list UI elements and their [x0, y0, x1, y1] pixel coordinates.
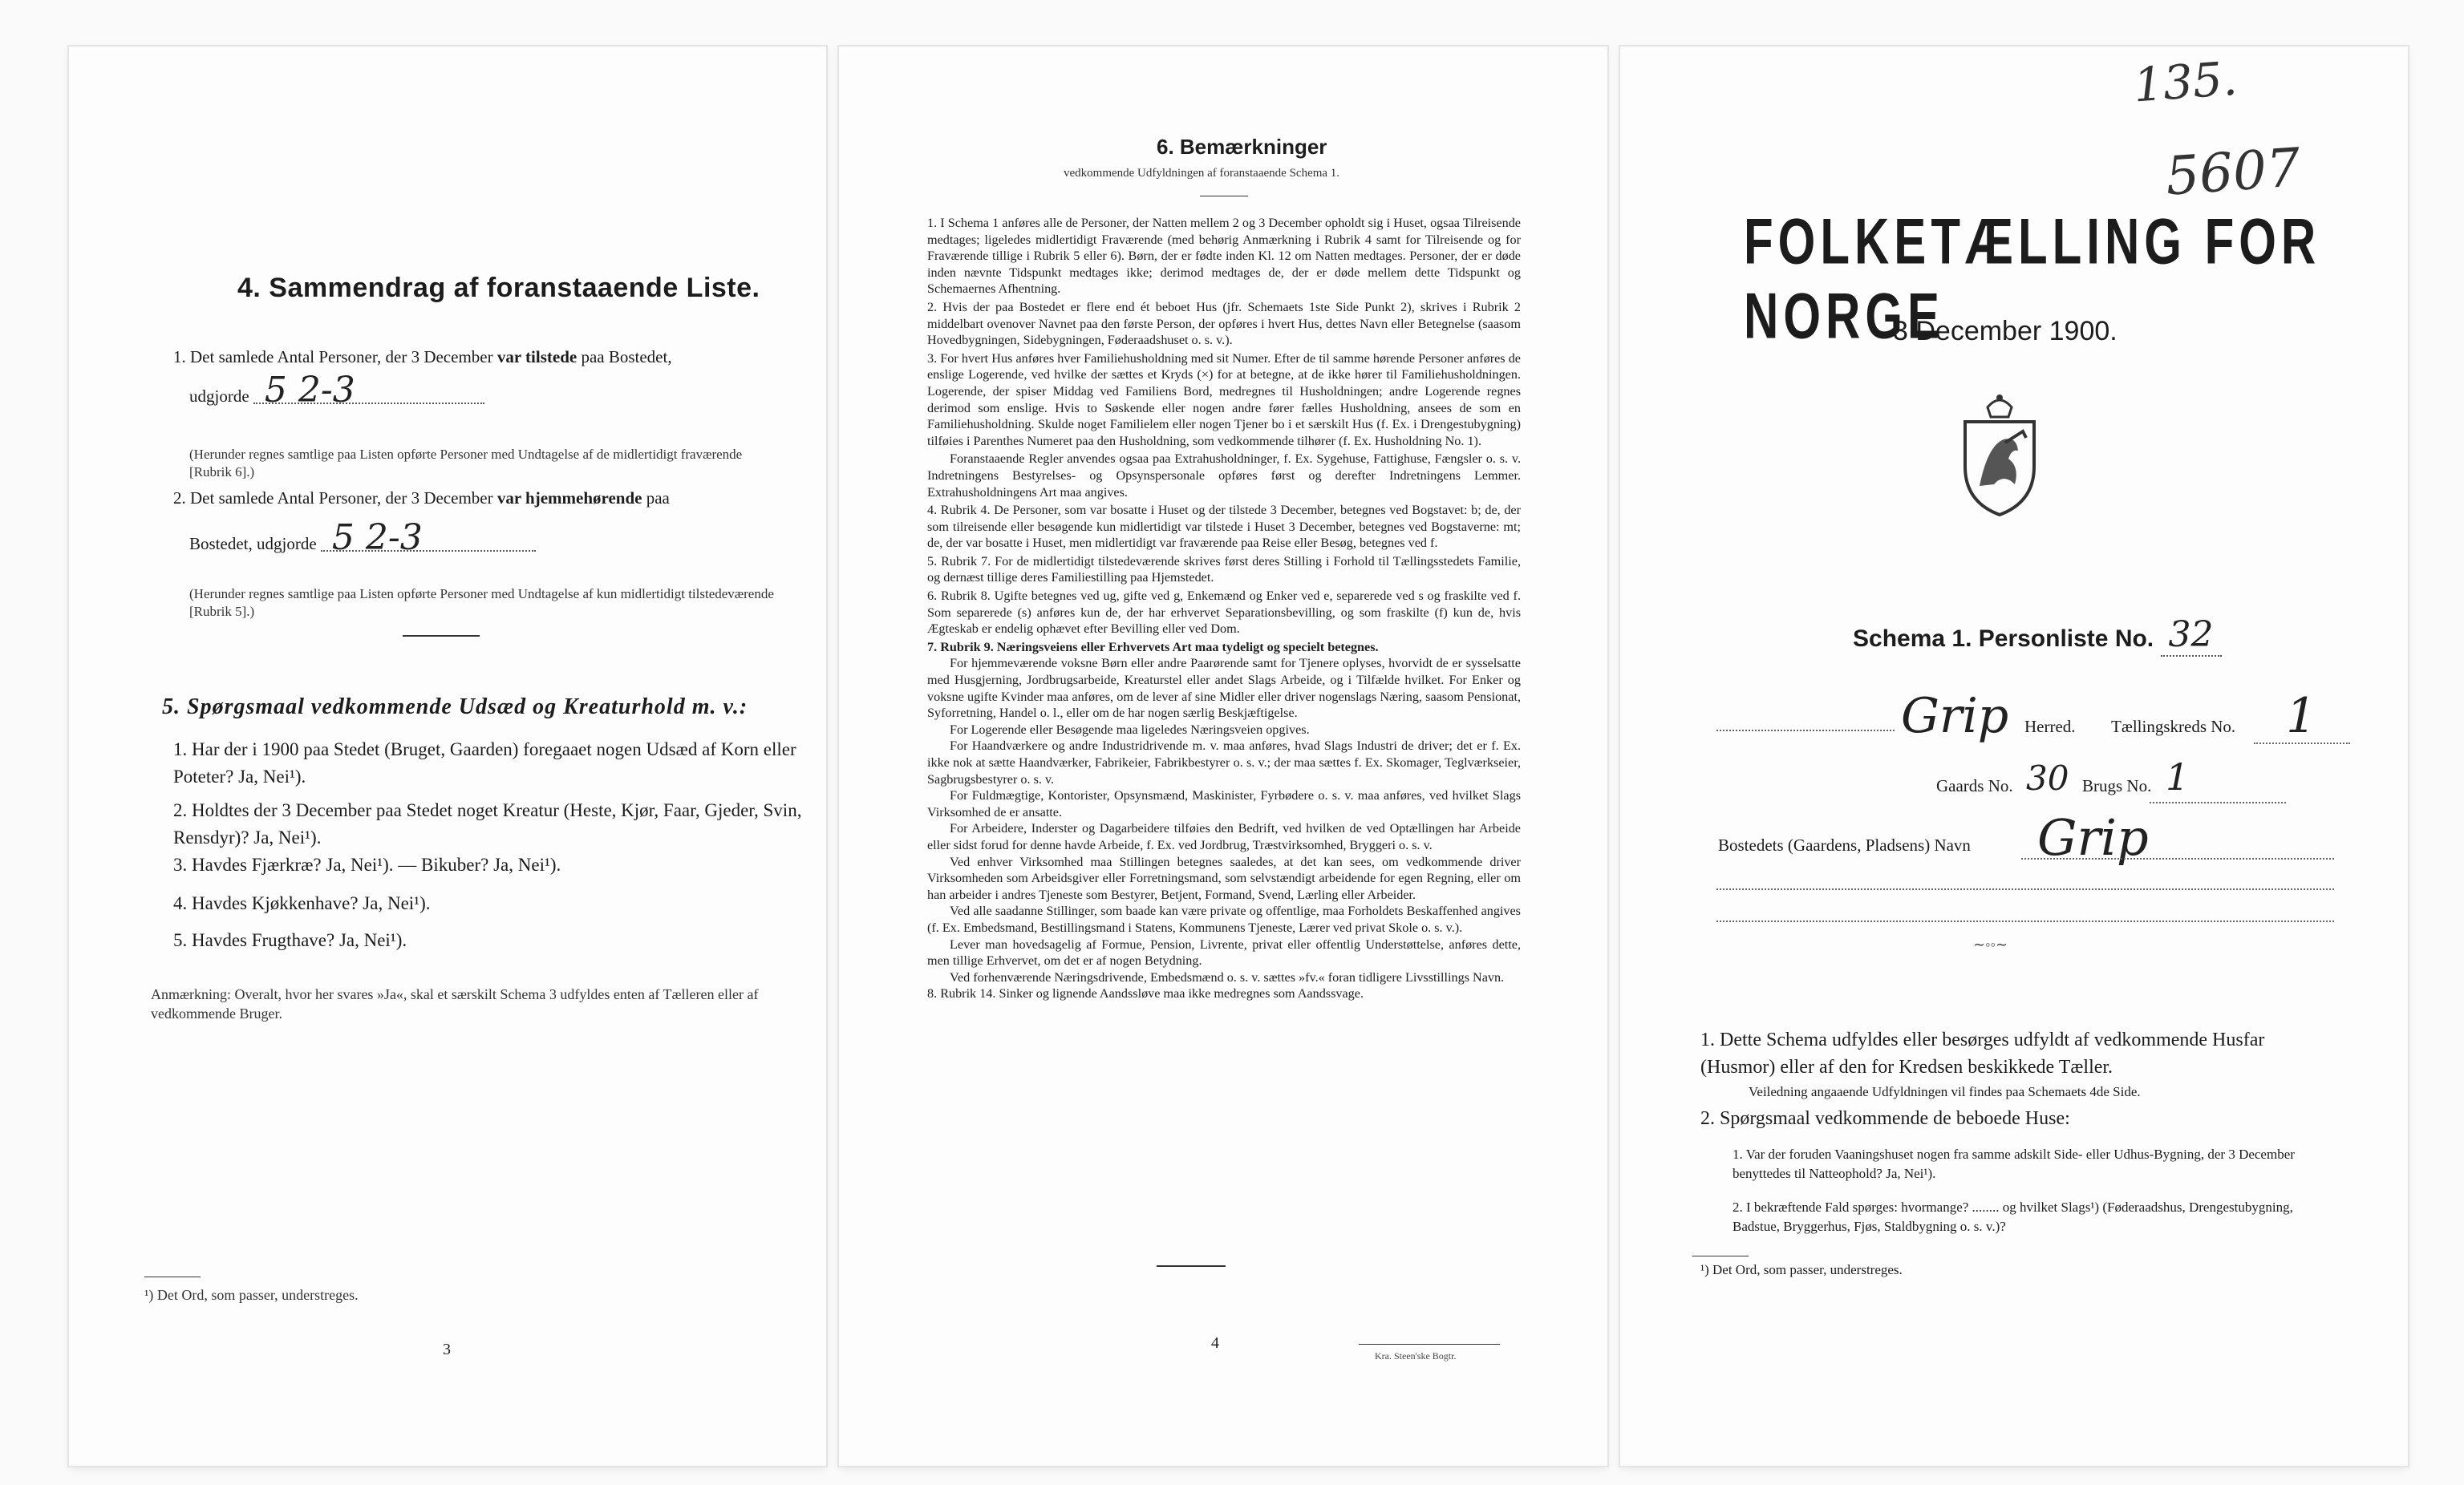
- remarks-subtitle: vedkommende Udfyldningen af foranstaaende Schema 1.: [1064, 167, 1340, 180]
- item2-line: [189, 517, 536, 558]
- census-date: 3 December 1900.: [1893, 316, 2118, 346]
- bosted-label: Bostedets (Gaardens, Pladsens) Navn: [1718, 836, 1971, 855]
- remark-paragraph-1: 1. I Schema 1 anføres alle de Personer, der Natten mellem 2 og 3 December opholdt sig i Huset, ogsaa Tilreisende medtages; ligeledes midlertidigt Fraværende (med behørig Anmærkning i Rubrik 4 samt for Tilreisende og for Fraværende tillige i Rubrik 5 eller 6). Børn, der er fødte inden Kl. 12 om Natten medtages. Personer, der er døde inden nævnte Tidspunkt medtages ikke; derimod medtages de, der er døde mellem dette Tidspunkt og Schemaernes Afhentning.: [927, 216, 1521, 297]
- item1-note: (Herunder regnes samtlige paa Listen opførte Personer med Undtagelse af de midlertidigt fraværende [Rubrik 6].): [189, 447, 743, 479]
- remark-paragraph-7a: For hjemmeværende voksne Børn eller andre Paarørende samt for Tjenere oplyses, hvorvidt de er sysselsatte med Husgjerning, Jordbrugsarbeide, Kreaturstel eller andet Slags Arbeide, og i Tilfælde hvilket. For Enker og voksne ugifte Kvinder maa anføres, om de lever af sine Midler eller driver nogenslags Næring, saasom Pensionat, Syforretning, Handel o. l., eller om de har nogen særlig Beskjæftigelse.: [927, 656, 1521, 721]
- remark-paragraph-7h: Lever man hovedsagelig af Formue, Pension, Livrente, privat eller offentlig Understøttelse, anføres dette, men tillige Erhvervet, om det er af nogen Betydning.: [927, 937, 1521, 969]
- remarks-title: 6. Bemærkninger: [1157, 135, 1327, 159]
- question-5: 5. Havdes Frugthave? Ja, Nei¹).: [173, 930, 407, 950]
- printer-rule: [1359, 1344, 1500, 1345]
- remark-paragraph-7: 7. Rubrik 9. Næringsveiens eller Erhvervets Art maa tydeligt og specielt betegnes.: [927, 639, 1379, 654]
- section-4-title: 4. Sammendrag af foranstaaende Liste.: [237, 273, 760, 303]
- schema-label-text: Schema 1. Personliste No.: [1853, 625, 2154, 652]
- brugs-value: 1: [2166, 755, 2190, 799]
- blank-line-1: [1716, 888, 2334, 890]
- instruction-1: 1. Dette Schema udfyldes eller besørges udfyldt af vedkommende Husfar (Husmor) eller af den for Kredsen beskikkede Tæller.: [1700, 1030, 2265, 1078]
- remark-paragraph-2: 2. Hvis der paa Bostedet er flere end ét beboet Hus (jfr. Schemaets 1ste Side Punkt 2), skrives i Rubrik 2 middelbart ovenover Navnet paa den første Person, der opføres i hvert Hus, dettes Navn eller Betegnelse (saasom Hovedbygningen, Sidebygningen, Føderaadshuset o. s. v.).: [927, 299, 1521, 348]
- remark-paragraph-6: 6. Rubrik 8. Ugifte betegnes ved ug, gifte ved g, Enkemænd og Enker ved e, separerede ved s og fraskilte ved f. Som separerede (s) anføres kun de, der har erhvervet Separationsbevilling, og som fraskilte (f) kun de, hvis Ægteskab er endelig ophævet efter Bevilling eller ved Dom.: [927, 589, 1521, 637]
- divider: [403, 635, 480, 637]
- item1-text-c: paa Bostedet,: [581, 347, 672, 366]
- bosted-line: [2021, 858, 2334, 860]
- printer-imprint: Kra. Steen'ske Bogtr.: [1375, 1350, 1457, 1362]
- summary-item-1: [173, 345, 783, 369]
- footnote: ¹) Det Ord, som passer, understreges.: [144, 1287, 359, 1303]
- kreds-label: Tællingskreds No.: [2111, 717, 2236, 736]
- brugs-line: [2150, 802, 2286, 803]
- remarks-body: [927, 215, 1521, 1002]
- item2-text-b: var hjemmehørende: [496, 488, 642, 508]
- cover-page: [1620, 47, 2408, 1466]
- herred-label: Herred.: [2024, 717, 2076, 736]
- remark-paragraph-7d: For Fuldmægtige, Kontorister, Opsynsmænd, Maskinister, Fyrbødere o. s. v. maa anføres, ved hvilket Slags Virksomhed de er ansatte.: [927, 788, 1521, 819]
- question-1: 1. Har der i 1900 paa Stedet (Bruget, Gaarden) foregaaet nogen Udsæd af Korn eller Poteter? Ja, Nei¹).: [173, 739, 796, 787]
- instruction-2: 2. Spørgsmaal vedkommende de beboede Huse:: [1700, 1108, 2070, 1129]
- remark-paragraph-5: 5. Rubrik 7. For de midlertidigt tilstedeværende skrives først deres Stilling i Forhold til Tællingsstedets Familie, og dernæst tillige deres Familiestilling paa Hjemstedet.: [927, 553, 1521, 585]
- house-question-2: 2. I bekræftende Fald spørges: hvormange? ........ og hvilket Slags¹) (Føderaadshus, Drengestubygning, Badstue, Bryggerhus, Fjøs, Staldbygning o. s. v.)?: [1732, 1200, 2293, 1234]
- question-4: 4. Havdes Kjøkkenhave? Ja, Nei¹).: [173, 893, 431, 913]
- item1-text-b: var tilstede: [496, 347, 578, 366]
- remark-paragraph-7e: For Arbeidere, Inderster og Dagarbeidere tilføies den Bedrift, ved hvilken de ved Optællingen har Arbeide eller sidst forud for denne havde Arbeide, f. Ex. ved Jordbrug, Træstvirksomhed, Bryggeri o. s. v.: [927, 821, 1521, 852]
- ornament-icon: ∼◦◦∼: [1973, 937, 2008, 953]
- coat-of-arms-icon: [1955, 390, 2044, 518]
- remark-paragraph-7b: For Logerende eller Besøgende maa ligeledes Næringsveien opgives.: [950, 722, 1310, 737]
- blank-line-2: [1716, 921, 2334, 922]
- remark-paragraph-3: 3. For hvert Hus anføres hver Familiehusholdning med sit Numer. Efter de til samme hørende Personer anføres de enslige Logerende, ved hvilke der sættes et Kryds (×) for at betegne, at de ikke hører til Familiehusholdningen. Logerende, der spiser Middag ved Familiens Bord, medregnes til Husholdningen; andre Logerende regnes derimod som enslige. Hvis to Søskende eller nogen andre fører fælles Husholdning, ansees de som en Familiehusholdning. Skulde noget Familielem eller nogen Tjener bo i et særskilt Hus (f. Ex. i Drengestubygning) tilføies i Parenthes Numeret paa den Husholdning, som vedkommende tilhører (f. Ex. Husholdning No. 1).: [927, 350, 1521, 448]
- remark-paragraph-4: 4. Rubrik 4. De Personer, som var bosatte i Huset og der tilstede 3 December, betegnes ved Bogstavet: b; de, der som tilreisende eller besøgende kun midlertidigt var tilstede i Huset 3 December, betegnes ved Bogstaverne: mt; de, der var bosatte i Huset, men midlertidigt var fraværende paa Reise eller Besøg, betegnes ved f.: [927, 503, 1521, 551]
- instruction-1-sub: Veiledning angaaende Udfyldningen vil findes paa Schemaets 4de Side.: [1749, 1084, 2141, 1099]
- house-question-1: 1. Var der foruden Vaaningshuset nogen fra samme adskilt Side- eller Udhus-Bygning, der 3 December benyttedes til Natteophold? Ja, Nei¹).: [1732, 1147, 2295, 1181]
- remark-paragraph-7f: Ved enhver Virksomhed maa Stillingen betegnes saaledes, at det kan sees, om vedkommende driver Virksomheden som Arbeidsgiver eller Forretningsmand, som selvstændigt arbeidende for egen Regning, eller om han arbeider i andres Tjeneste som Bestyrer, Betjent, Formand, Svend, Lærling eller Arbeider.: [927, 854, 1521, 902]
- page-3: [69, 47, 826, 1466]
- item1-handwritten-value: 5 2-3: [253, 378, 484, 404]
- archive-number-2: 5607: [2163, 136, 2303, 208]
- summary-item-2: [173, 486, 783, 510]
- footnote: ¹) Det Ord, som passer, understreges.: [1700, 1262, 1903, 1277]
- item2-handwritten-value: 5 2-3: [321, 526, 536, 552]
- remark-paragraph-7g: Ved alle saadanne Stillinger, som baade kan være private og offentlige, maa Forholdets Beskaffenhed angives (f. Ex. Embedsmand, Bestillingsmand i Statens, Kommunens Tjeneste, Lærer ved privat Skole o. s. v.).: [927, 904, 1521, 935]
- gaards-label: Gaards No.: [1936, 776, 2013, 795]
- item2-text-a: 2. Det samlede Antal Personer, der 3 December: [173, 488, 493, 508]
- gaards-value: 30: [2026, 759, 2069, 798]
- end-rule: [1157, 1265, 1226, 1267]
- bosted-value: Grip: [2037, 808, 2149, 867]
- item1-text-a: 1. Det samlede Antal Personer, der 3 December: [173, 347, 493, 366]
- brugs-label: Brugs No.: [2082, 776, 2152, 795]
- remark-paragraph-7i: Ved forhenværende Næringsdrivende, Embedsmænd o. s. v. sættes »fv.« foran tidligere Livsstillings Navn.: [950, 969, 1505, 985]
- question-3: 3. Havdes Fjærkræ? Ja, Nei¹). — Bikuber? Ja, Nei¹).: [173, 855, 561, 875]
- herred-value: Grip: [1901, 688, 2009, 744]
- item2-note: (Herunder regnes samtlige paa Listen opførte Personer med Undtagelse af kun midlertidigt tilstedeværende [Rubrik 5].): [189, 586, 774, 619]
- item2-text-c: paa: [646, 488, 670, 508]
- schema-label: [1853, 614, 2222, 657]
- remark-paragraph-7c: For Haandværkere og andre Industridrivende m. v. maa anføres, hvad Slags Industri de driver; det er f. Ex. ikke nok at sætte Haandværker, Fabrikeier, Fabrikbestyrer o. s. v.; der maa sættes f. Ex. Skomager, Teglværkseier, Sagbrugsbestyrer o. s. v.: [927, 738, 1521, 787]
- page-number: 4: [1211, 1334, 1219, 1352]
- kreds-line: [2254, 742, 2350, 744]
- personliste-number: 32: [2161, 614, 2222, 657]
- census-title: FOLKETÆLLING FOR NORGE: [1744, 204, 2321, 352]
- page-4: [839, 47, 1607, 1466]
- archive-number-1: 135.: [2131, 51, 2239, 113]
- kreds-value: 1: [2286, 688, 2317, 744]
- remark-paragraph-3b: Foranstaaende Regler anvendes ogsaa paa Extrahusholdninger, f. Ex. Sygehuse, Fattighuse, Fængsler o. s. v. Indretningens Bestyrelses- og Opsynspersonale opføres først og derefter Indretningens Lemmer. Extrahusholdningens Art maa angives.: [927, 451, 1521, 500]
- page-number: 3: [443, 1341, 451, 1358]
- item1-line: [189, 370, 484, 411]
- item2-text-d: Bostedet, udgjorde: [189, 534, 317, 553]
- question-2: 2. Holdtes der 3 December paa Stedet noget Kreatur (Heste, Kjør, Faar, Gjeder, Svin, Rensdyr)? Ja, Nei¹).: [173, 800, 802, 848]
- section-5-title: 5. Spørgsmaal vedkommende Udsæd og Kreaturhold m. v.:: [162, 694, 748, 719]
- herred-line-left: [1716, 730, 1895, 731]
- remark: Anmærkning: Overalt, hvor her svares »Ja«, skal et særskilt Schema 3 udfyldes enten af Tælleren eller af vedkommende Bruger.: [151, 986, 759, 1022]
- remark-paragraph-8: 8. Rubrik 14. Sinker og lignende Aandssløve maa ikke medregnes som Aandssvage.: [927, 986, 1364, 1001]
- item1-text-d: udgjorde: [189, 386, 249, 406]
